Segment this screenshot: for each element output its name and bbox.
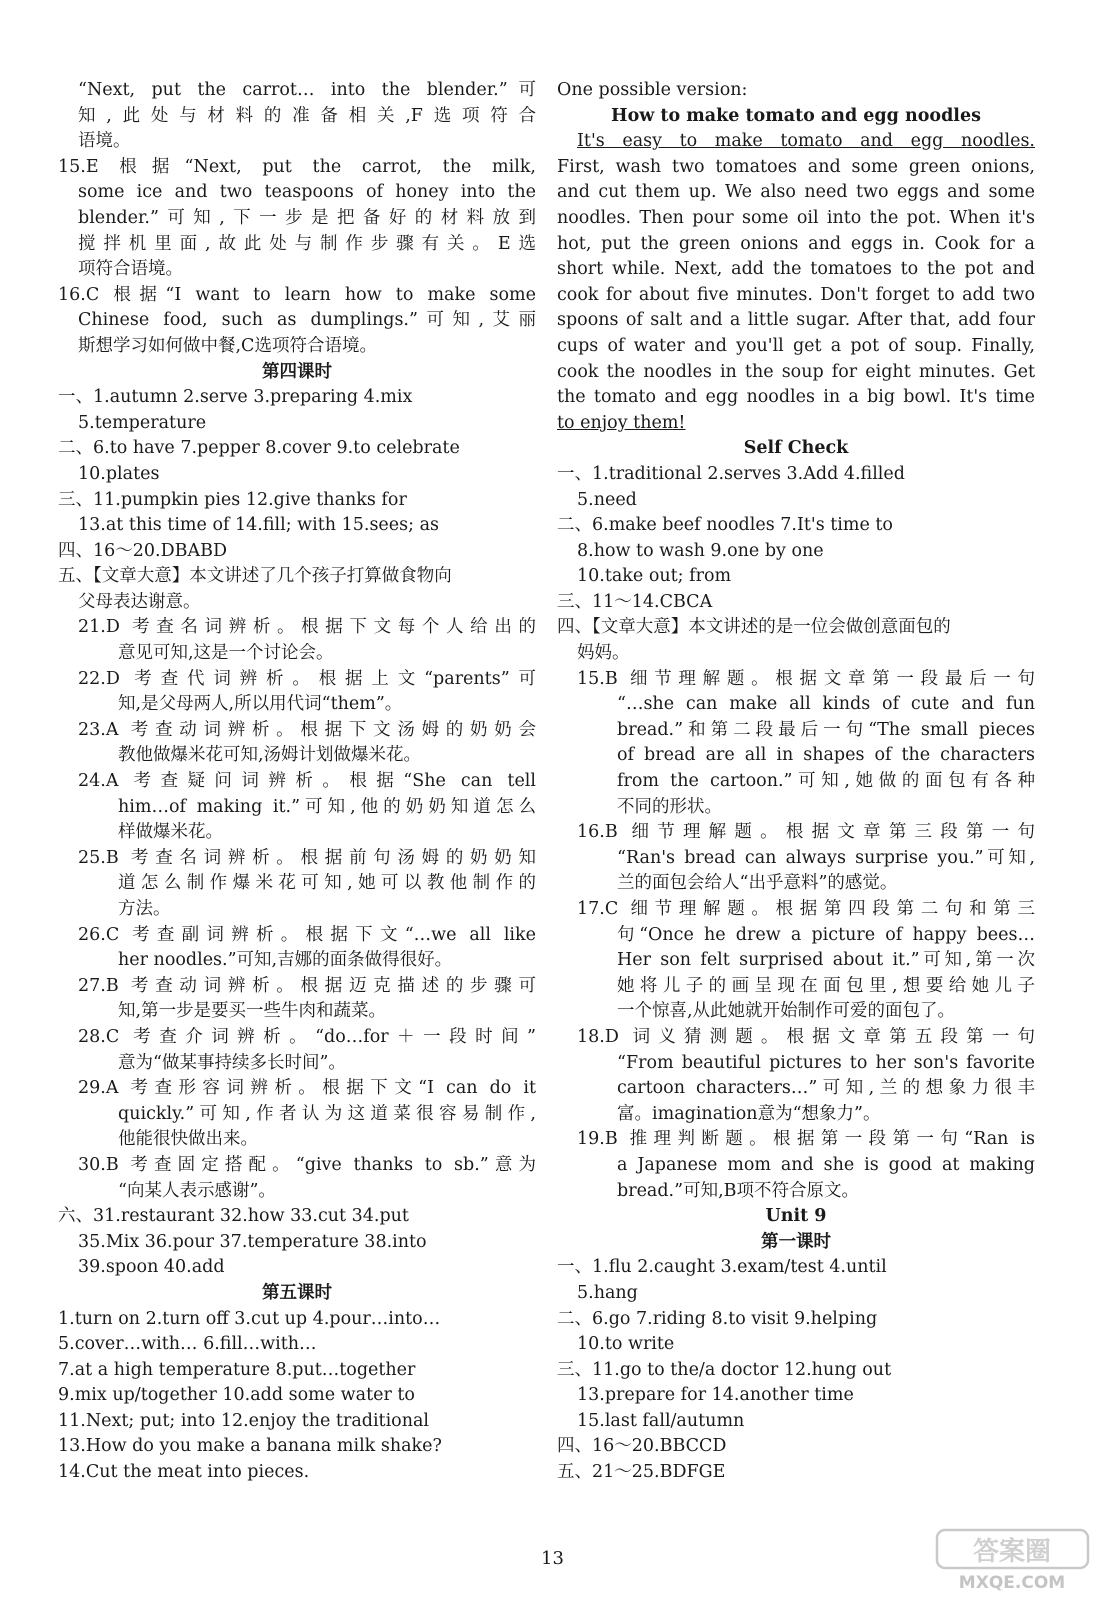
left-column-line: him…of making it.”可知,他的奶奶知道怎么 (118, 796, 536, 817)
right-column-line: spoons of salt and a little sugar. After that, add four (557, 310, 1035, 331)
left-column-line: 22.D 考查代词辨析。根据上文“parents”可 (78, 668, 536, 689)
right-column-line: 16.B 细节理解题。根据文章第三段第一句 (577, 822, 1035, 843)
right-column-line: 二、6.make beef noodles 7.It's time to (557, 515, 893, 536)
left-column-line: 父母表达谢意。 (78, 591, 201, 612)
right-column-line: 10.take out; from (577, 566, 732, 587)
right-column-line: 15.last fall/autumn (577, 1410, 745, 1431)
left-column-line: 样做爆米花。 (118, 822, 223, 843)
right-column-line: bread.”可知,B项不符合原文。 (617, 1180, 859, 1201)
right-column-line: “From beautiful pictures to her son's favorite (617, 1052, 1035, 1073)
right-column-line: 一个惊喜,从此她就开始制作可爱的面包了。 (617, 1001, 956, 1022)
right-column-line: “…she can make all kinds of cute and fun (617, 694, 1035, 715)
svg-text:答案圈: 答案圈 (972, 1537, 1052, 1567)
right-column-line: 5.need (577, 489, 637, 510)
left-column-line: 六、31.restaurant 32.how 33.cut 34.put (58, 1206, 409, 1227)
right-column-line: 10.to write (577, 1334, 675, 1355)
left-column-line: 四、16～20.DBABD (58, 540, 228, 561)
left-column-line: 知,此处与材料的准备相关,F选项符合 (78, 105, 536, 126)
right-column-line: 一、1.flu 2.caught 3.exam/test 4.until (557, 1257, 887, 1278)
left-column-line: 一、1.autumn 2.serve 3.preparing 4.mix (58, 387, 413, 408)
left-column-line: 项符合语境。 (78, 259, 183, 280)
left-column-line: “Next, put the carrot… into the blender.”可 (78, 80, 536, 100)
right-column-line: 句“Once he drew a picture of happy bees… (617, 924, 1035, 945)
right-column-line: 二、6.go 7.riding 8.to visit 9.helping (557, 1308, 878, 1329)
left-column-line: 14.Cut the meat into pieces. (58, 1462, 310, 1483)
left-column-line: 39.spoon 40.add (78, 1257, 225, 1278)
left-column-line: 知,第一步是要买一些牛肉和蔬菜。 (118, 1001, 387, 1022)
left-column-line: 16.C 根据“I want to learn how to make some (58, 284, 536, 305)
right-column-line: cups of water and you'll get a pot of soup. Finally, (557, 335, 1035, 356)
right-column-line: It's easy to make tomato and egg noodles. (577, 131, 1035, 152)
left-column-line: 24.A 考查疑问词辨析。根据“She can tell (78, 771, 536, 792)
watermark-logo (935, 1528, 1090, 1592)
left-column-line: 五、【文章大意】本文讲述了几个孩子打算做食物向 (58, 566, 452, 587)
right-column (557, 78, 1035, 1486)
left-column-line: 意为“做某事持续多长时间”。 (118, 1052, 346, 1073)
right-column-line: 8.how to wash 9.one by one (577, 540, 824, 561)
left-column-line: 语境。 (78, 131, 131, 152)
left-column-line: 三、11.pumpkin pies 12.give thanks for (58, 489, 407, 510)
right-column-line: 三、11.go to the/a doctor 12.hung out (557, 1359, 892, 1380)
left-column-line: 搅拌机里面,故此处与制作步骤有关。E选 (78, 233, 536, 254)
right-column-line: cook for about five minutes. Don't forget to add two (557, 284, 1035, 305)
right-column-line: One possible version: (557, 80, 748, 100)
right-column-line: 15.B 细节理解题。根据文章第一段最后一句 (577, 668, 1035, 689)
left-column-line: 意见可知,这是一个讨论会。 (118, 643, 334, 664)
left-column-line: blender.”可知,下一步是把备好的材料放到 (78, 207, 536, 228)
right-column-line: the tomato and egg noodles in a big bowl. It's time (557, 387, 1035, 408)
left-column-line: 道怎么制作爆米花可知,她可以教他制作的 (118, 873, 536, 894)
right-column-line: of bread are all in shapes of the characters (617, 745, 1035, 766)
left-column-line: 30.B 考查固定搭配。“give thanks to sb.”意为 (78, 1154, 536, 1175)
left-column-line: 知,是父母两人,所以用代词“them”。 (118, 694, 403, 715)
right-column-line: 13.prepare for 14.another time (577, 1385, 854, 1406)
right-column-line: 17.C 细节理解题。根据第四段第二句和第三 (577, 899, 1035, 919)
right-column-line: 不同的形状。 (617, 796, 722, 817)
right-column-line: 一、1.traditional 2.serves 3.Add 4.filled (557, 463, 905, 484)
left-column-line: 方法。 (118, 899, 171, 919)
right-column-line: 四、【文章大意】本文讲述的是一位会做创意面包的 (557, 617, 951, 638)
left-column-line: Chinese food, such as dumplings.”可知,艾丽 (78, 310, 536, 331)
right-column-line: to enjoy them! (557, 412, 686, 433)
left-column-line: 1.turn on 2.turn off 3.cut up 4.pour…into… (58, 1308, 441, 1329)
right-column-line: First, wash two tomatoes and some green onions, (557, 156, 1035, 177)
left-column-line: quickly.”可知,作者认为这道菜很容易制作, (118, 1103, 536, 1124)
left-column-line: 25.B 考查名词辨析。根据前句汤姆的奶奶知 (78, 847, 536, 868)
right-column-line: and cut them up. We also need two eggs and some (557, 182, 1035, 203)
left-column-line: “向某人表示感谢”。 (118, 1180, 276, 1201)
left-column-line: 二、6.to have 7.pepper 8.cover 9.to celebrate (58, 438, 460, 459)
left-column-line: her noodles.”可知,吉娜的面条做得很好。 (118, 950, 453, 971)
right-column-line: bread.”和第二段最后一句“The small pieces (617, 719, 1035, 740)
left-column-line: 23.A 考查动词辨析。根据下文汤姆的奶奶会 (78, 719, 536, 740)
right-column-line: noodles. Then pour some oil into the pot. When it's (557, 207, 1035, 228)
right-column-line: 她将儿子的画呈现在面包里,想要给她儿子 (617, 975, 1035, 996)
right-column-line: 妈妈。 (577, 643, 630, 664)
right-column-line: 19.B 推理判断题。根据第一段第一句“Ran is (577, 1129, 1035, 1150)
left-column-line: 11.Next; put; into 12.enjoy the traditional (58, 1410, 430, 1431)
left-column-line: 29.A 考查形容词辨析。根据下文“I can do it (78, 1078, 536, 1099)
right-column-line: 18.D 词义猜测题。根据文章第五段第一句 (577, 1026, 1035, 1047)
right-column-line: Self Check (743, 438, 849, 459)
left-column-line: 35.Mix 36.pour 37.temperature 38.into (78, 1231, 427, 1252)
left-column-line: 15.E 根据“Next, put the carrot, the milk, (58, 156, 536, 177)
right-column-line: Unit 9 (765, 1206, 827, 1227)
left-column-line: 第五课时 (262, 1282, 332, 1303)
left-column-line: 21.D 考查名词辨析。根据下文每个人给出的 (78, 617, 536, 638)
right-column-line: “Ran's bread can always surprise you.”可知, (617, 847, 1035, 868)
right-column-line: How to make tomato and egg noodles (611, 105, 981, 126)
right-column-line: from the cartoon.”可知,她做的面包有各种 (617, 771, 1035, 792)
right-column-line: 四、16～20.BBCCD (557, 1436, 727, 1457)
right-column-line: 5.hang (577, 1282, 638, 1303)
right-column-line: cook the noodles in the soup for eight minutes. Get (557, 361, 1035, 382)
left-column-line: 5.cover…with… 6.fill…with… (58, 1334, 317, 1355)
left-column-line: 7.at a high temperature 8.put…together (58, 1359, 416, 1380)
left-column-line: some ice and two teaspoons of honey into the (78, 182, 536, 203)
right-column-line: short while. Next, add the tomatoes to the pot and (557, 259, 1035, 280)
left-column-line: 13.at this time of 14.fill; with 15.sees; as (78, 515, 439, 536)
left-column-line: 9.mix up/together 10.add some water to (58, 1385, 415, 1406)
left-column-line: 他能很快做出来。 (118, 1129, 258, 1150)
left-column-line: 10.plates (78, 463, 160, 484)
left-column (58, 78, 536, 1486)
svg-text:MXQE.COM: MXQE.COM (958, 1573, 1066, 1592)
right-column-line: 第一课时 (761, 1231, 831, 1252)
left-column-line: 5.temperature (78, 412, 207, 433)
right-column-line: Her son felt surprised about it.”可知,第一次 (617, 950, 1035, 971)
right-column-line: cartoon characters…”可知,兰的想象力很丰 (617, 1078, 1035, 1099)
right-column-line: a Japanese mom and she is good at making (617, 1154, 1035, 1175)
left-column-line: 斯想学习如何做中餐,C选项符合语境。 (78, 335, 377, 356)
left-column-line: 教他做爆米花可知,汤姆计划做爆米花。 (118, 745, 422, 766)
right-column-line: 三、11～14.CBCA (557, 591, 713, 612)
left-column-line: 第四课时 (262, 361, 332, 382)
right-column-line: hot, put the green onions and eggs in. Cook for a (557, 233, 1035, 254)
left-column-line: 26.C 考查副词辨析。根据下文“…we all like (78, 924, 536, 945)
left-column-line: 13.How do you make a banana milk shake? (58, 1436, 442, 1457)
right-column-line: 兰的面包会给人“出乎意料”的感觉。 (617, 873, 898, 894)
left-column-line: 28.C 考查介词辨析。“do…for＋一段时间” (78, 1026, 536, 1047)
left-column-line: 27.B 考查动词辨析。根据迈克描述的步骤可 (78, 975, 536, 996)
page-number: 13 (541, 1548, 564, 1569)
right-column-line: 富。imagination意为“想象力”。 (617, 1103, 881, 1124)
right-column-line: 五、21～25.BDFGE (557, 1462, 726, 1483)
